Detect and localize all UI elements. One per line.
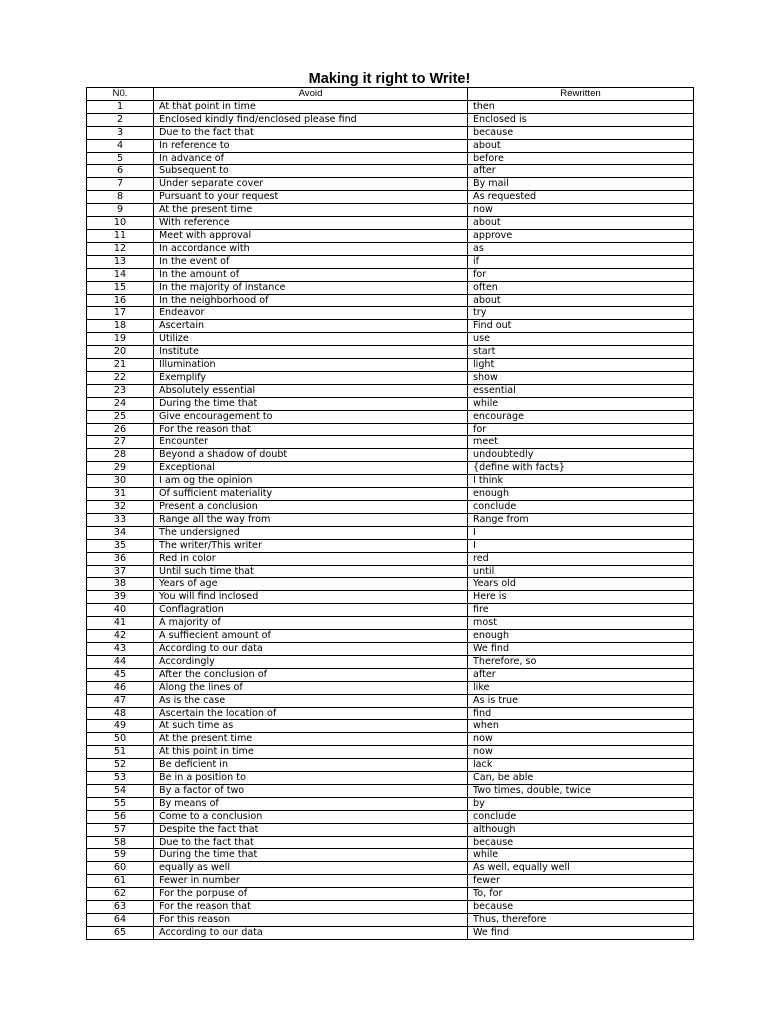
table-row [87,720,694,733]
avoid-phrase: Under separate cover [154,178,468,191]
rewritten-phrase: show [468,371,694,384]
avoid-phrase: Come to a conclusion [154,810,468,823]
table-row [87,475,694,488]
table-row [87,694,694,707]
avoid-phrase: Be deficient in [154,759,468,772]
rewritten-phrase: Can, be able [468,772,694,785]
avoid-phrase: Meet with approval [154,229,468,242]
avoid-phrase: By a factor of two [154,784,468,797]
row-number: 28 [87,449,154,462]
row-number: 27 [87,436,154,449]
row-number: 2 [87,113,154,126]
rewritten-phrase: conclude [468,810,694,823]
avoid-phrase: Conflagration [154,604,468,617]
table-row [87,642,694,655]
row-number: 12 [87,242,154,255]
row-number: 20 [87,346,154,359]
avoid-phrase: According to our data [154,926,468,939]
row-number: 49 [87,720,154,733]
avoid-phrase: A suffiecient amount of [154,630,468,643]
row-number: 52 [87,759,154,772]
table-row [87,307,694,320]
rewritten-phrase: start [468,346,694,359]
table-row [87,333,694,346]
avoid-phrase: At such time as [154,720,468,733]
avoid-phrase: A majority of [154,617,468,630]
row-number: 35 [87,539,154,552]
row-number: 16 [87,294,154,307]
row-number: 14 [87,268,154,281]
rewritten-phrase: find [468,707,694,720]
row-number: 60 [87,862,154,875]
row-number: 13 [87,255,154,268]
row-number: 40 [87,604,154,617]
row-number: 34 [87,526,154,539]
rewritten-phrase: I think [468,475,694,488]
table-row [87,926,694,939]
rewritten-phrase: Therefore, so [468,655,694,668]
row-number: 18 [87,320,154,333]
avoid-phrase: Ascertain the location of [154,707,468,720]
row-number: 33 [87,513,154,526]
row-number: 62 [87,888,154,901]
row-number: 42 [87,630,154,643]
row-number: 10 [87,217,154,230]
table-row [87,242,694,255]
table-row [87,449,694,462]
table-row [87,113,694,126]
avoid-phrase: Years of age [154,578,468,591]
table-row [87,914,694,927]
row-number: 23 [87,384,154,397]
row-number: 15 [87,281,154,294]
row-number: 61 [87,875,154,888]
table-row [87,255,694,268]
avoid-phrase: Along the lines of [154,681,468,694]
rewritten-phrase: until [468,565,694,578]
rewritten-phrase: after [468,668,694,681]
table-row [87,784,694,797]
rewritten-phrase: {define with facts} [468,462,694,475]
rewritten-phrase: now [468,746,694,759]
rewritten-phrase: red [468,552,694,565]
avoid-phrase: Encounter [154,436,468,449]
row-number: 24 [87,397,154,410]
avoid-phrase: In reference to [154,139,468,152]
row-number: 6 [87,165,154,178]
avoid-phrase: Give encouragement to [154,410,468,423]
avoid-phrase: At that point in time [154,100,468,113]
avoid-phrase: During the time that [154,397,468,410]
avoid-phrase: Due to the fact that [154,126,468,139]
rewritten-phrase: although [468,823,694,836]
table-row [87,126,694,139]
table-row [87,578,694,591]
avoid-phrase: At the present time [154,733,468,746]
rewritten-phrase: conclude [468,501,694,514]
avoid-phrase: Exceptional [154,462,468,475]
rewritten-phrase: I [468,526,694,539]
avoid-phrase: According to our data [154,642,468,655]
rewritten-phrase: lack [468,759,694,772]
rewritten-phrase: before [468,152,694,165]
avoid-phrase: Due to the fact that [154,836,468,849]
rewritten-phrase: meet [468,436,694,449]
table-row [87,655,694,668]
header-rewritten: Rewritten [468,88,694,101]
avoid-phrase: After the conclusion of [154,668,468,681]
rewritten-phrase: like [468,681,694,694]
rewritten-phrase: enough [468,488,694,501]
rewritten-phrase: approve [468,229,694,242]
rewritten-phrase: By mail [468,178,694,191]
rewritten-phrase: for [468,268,694,281]
rewritten-phrase: about [468,139,694,152]
row-number: 39 [87,591,154,604]
avoid-phrase: Absolutely essential [154,384,468,397]
rewritten-phrase: fewer [468,875,694,888]
avoid-phrase: Red in color [154,552,468,565]
row-number: 31 [87,488,154,501]
table-row [87,320,694,333]
avoid-phrase: Subsequent to [154,165,468,178]
rewritten-phrase: as [468,242,694,255]
table-row [87,823,694,836]
row-number: 11 [87,229,154,242]
table-row [87,436,694,449]
avoid-phrase: For this reason [154,914,468,927]
rewritten-phrase: light [468,359,694,372]
avoid-phrase: In the neighborhood of [154,294,468,307]
row-number: 43 [87,642,154,655]
avoid-phrase: For the reason that [154,901,468,914]
avoid-phrase: Ascertain [154,320,468,333]
row-number: 37 [87,565,154,578]
header-avoid: Avoid [154,88,468,101]
rewritten-phrase: if [468,255,694,268]
avoid-phrase: Present a conclusion [154,501,468,514]
rewritten-phrase: We find [468,926,694,939]
table-row [87,488,694,501]
table-row [87,100,694,113]
avoid-phrase: Illumination [154,359,468,372]
rewritten-phrase: about [468,294,694,307]
table-row [87,359,694,372]
row-number: 5 [87,152,154,165]
table-row [87,849,694,862]
rewritten-phrase: As is true [468,694,694,707]
rewritten-phrase: Two times, double, twice [468,784,694,797]
table-row [87,139,694,152]
rewritten-phrase: use [468,333,694,346]
avoid-phrase: Fewer in number [154,875,468,888]
table-row [87,797,694,810]
table-row [87,191,694,204]
table-row [87,591,694,604]
row-number: 1 [87,100,154,113]
table-row [87,630,694,643]
table-row [87,178,694,191]
rewritten-phrase: by [468,797,694,810]
table-row [87,371,694,384]
row-number: 7 [87,178,154,191]
table-row [87,875,694,888]
row-number: 21 [87,359,154,372]
table-row [87,836,694,849]
rewritten-phrase: enough [468,630,694,643]
row-number: 51 [87,746,154,759]
table-row [87,681,694,694]
rewritten-phrase: I [468,539,694,552]
rewritten-phrase: Range from [468,513,694,526]
row-number: 9 [87,204,154,217]
table-body [87,100,694,939]
table-row [87,229,694,242]
table-row [87,501,694,514]
rewritten-phrase: Years old [468,578,694,591]
page-title: Making it right to Write! [308,71,471,87]
table-header-row [87,88,694,101]
avoid-phrase: During the time that [154,849,468,862]
rewritten-phrase: essential [468,384,694,397]
rewritten-phrase: Enclosed is [468,113,694,126]
table-row [87,294,694,307]
table-row [87,397,694,410]
row-number: 4 [87,139,154,152]
row-number: 47 [87,694,154,707]
row-number: 57 [87,823,154,836]
row-number: 53 [87,772,154,785]
table-row [87,901,694,914]
avoid-phrase: Of sufficient materiality [154,488,468,501]
rewritten-phrase: Thus, therefore [468,914,694,927]
table-row [87,772,694,785]
table-row [87,810,694,823]
table-row [87,423,694,436]
row-number: 63 [87,901,154,914]
table-row [87,617,694,630]
rewritten-phrase: while [468,397,694,410]
row-number: 17 [87,307,154,320]
row-number: 38 [87,578,154,591]
table-row [87,707,694,720]
table-row [87,746,694,759]
table-row [87,281,694,294]
avoid-phrase: Despite the fact that [154,823,468,836]
row-number: 45 [87,668,154,681]
avoid-phrase: Range all the way from [154,513,468,526]
table-row [87,862,694,875]
avoid-phrase: Accordingly [154,655,468,668]
table-row [87,513,694,526]
avoid-phrase: As is the case [154,694,468,707]
rewritten-phrase: Find out [468,320,694,333]
row-number: 26 [87,423,154,436]
row-number: 65 [87,926,154,939]
avoid-phrase: Utilize [154,333,468,346]
table-row [87,888,694,901]
avoid-phrase: In the event of [154,255,468,268]
avoid-phrase: Pursuant to your request [154,191,468,204]
avoid-phrase: Enclosed kindly find/enclosed please find [154,113,468,126]
table-row [87,552,694,565]
rewritten-phrase: about [468,217,694,230]
avoid-phrase: I am og the opinion [154,475,468,488]
rewritten-phrase: try [468,307,694,320]
avoid-phrase: At the present time [154,204,468,217]
rewritten-phrase: because [468,836,694,849]
row-number: 25 [87,410,154,423]
avoid-phrase: In the amount of [154,268,468,281]
row-number: 19 [87,333,154,346]
avoid-phrase: Endeavor [154,307,468,320]
avoid-phrase: By means of [154,797,468,810]
rewritten-phrase: We find [468,642,694,655]
rewritten-phrase: Here is [468,591,694,604]
row-number: 41 [87,617,154,630]
rewritten-phrase: because [468,901,694,914]
table-row [87,733,694,746]
rewritten-phrase: while [468,849,694,862]
table-row [87,759,694,772]
row-number: 56 [87,810,154,823]
row-number: 46 [87,681,154,694]
avoid-phrase: In accordance with [154,242,468,255]
table-row [87,217,694,230]
row-number: 22 [87,371,154,384]
table-row [87,384,694,397]
avoid-phrase: You will find inclosed [154,591,468,604]
table-row [87,565,694,578]
table-row [87,346,694,359]
row-number: 59 [87,849,154,862]
rewritten-phrase: then [468,100,694,113]
avoid-phrase: The undersigned [154,526,468,539]
table-row [87,268,694,281]
rewritten-phrase: for [468,423,694,436]
row-number: 55 [87,797,154,810]
row-number: 32 [87,501,154,514]
table-row [87,668,694,681]
table-row [87,204,694,217]
header-number: N0. [87,88,154,101]
avoid-phrase: Exemplify [154,371,468,384]
row-number: 50 [87,733,154,746]
row-number: 30 [87,475,154,488]
avoid-phrase: Be in a position to [154,772,468,785]
row-number: 58 [87,836,154,849]
table-row [87,604,694,617]
avoid-phrase: In the majority of instance [154,281,468,294]
avoid-phrase: Beyond a shadow of doubt [154,449,468,462]
table-row [87,410,694,423]
avoid-phrase: For the reason that [154,423,468,436]
avoid-phrase: Until such time that [154,565,468,578]
rewritten-phrase: encourage [468,410,694,423]
rewritten-phrase: after [468,165,694,178]
avoid-phrase: With reference [154,217,468,230]
rewritten-phrase: because [468,126,694,139]
rewritten-phrase: often [468,281,694,294]
phrase-table [86,87,694,940]
rewritten-phrase: now [468,204,694,217]
table-row [87,462,694,475]
table-row [87,526,694,539]
table-row [87,152,694,165]
row-number: 8 [87,191,154,204]
avoid-phrase: equally as well [154,862,468,875]
rewritten-phrase: when [468,720,694,733]
row-number: 64 [87,914,154,927]
avoid-phrase: In advance of [154,152,468,165]
rewritten-phrase: As requested [468,191,694,204]
avoid-phrase: The writer/This writer [154,539,468,552]
rewritten-phrase: undoubtedly [468,449,694,462]
table-row [87,165,694,178]
row-number: 44 [87,655,154,668]
avoid-phrase: Institute [154,346,468,359]
rewritten-phrase: To, for [468,888,694,901]
rewritten-phrase: As well, equally well [468,862,694,875]
row-number: 3 [87,126,154,139]
row-number: 36 [87,552,154,565]
rewritten-phrase: now [468,733,694,746]
rewritten-phrase: most [468,617,694,630]
row-number: 48 [87,707,154,720]
table-row [87,539,694,552]
rewritten-phrase: fire [468,604,694,617]
avoid-phrase: For the porpuse of [154,888,468,901]
row-number: 54 [87,784,154,797]
row-number: 29 [87,462,154,475]
avoid-phrase: At this point in time [154,746,468,759]
